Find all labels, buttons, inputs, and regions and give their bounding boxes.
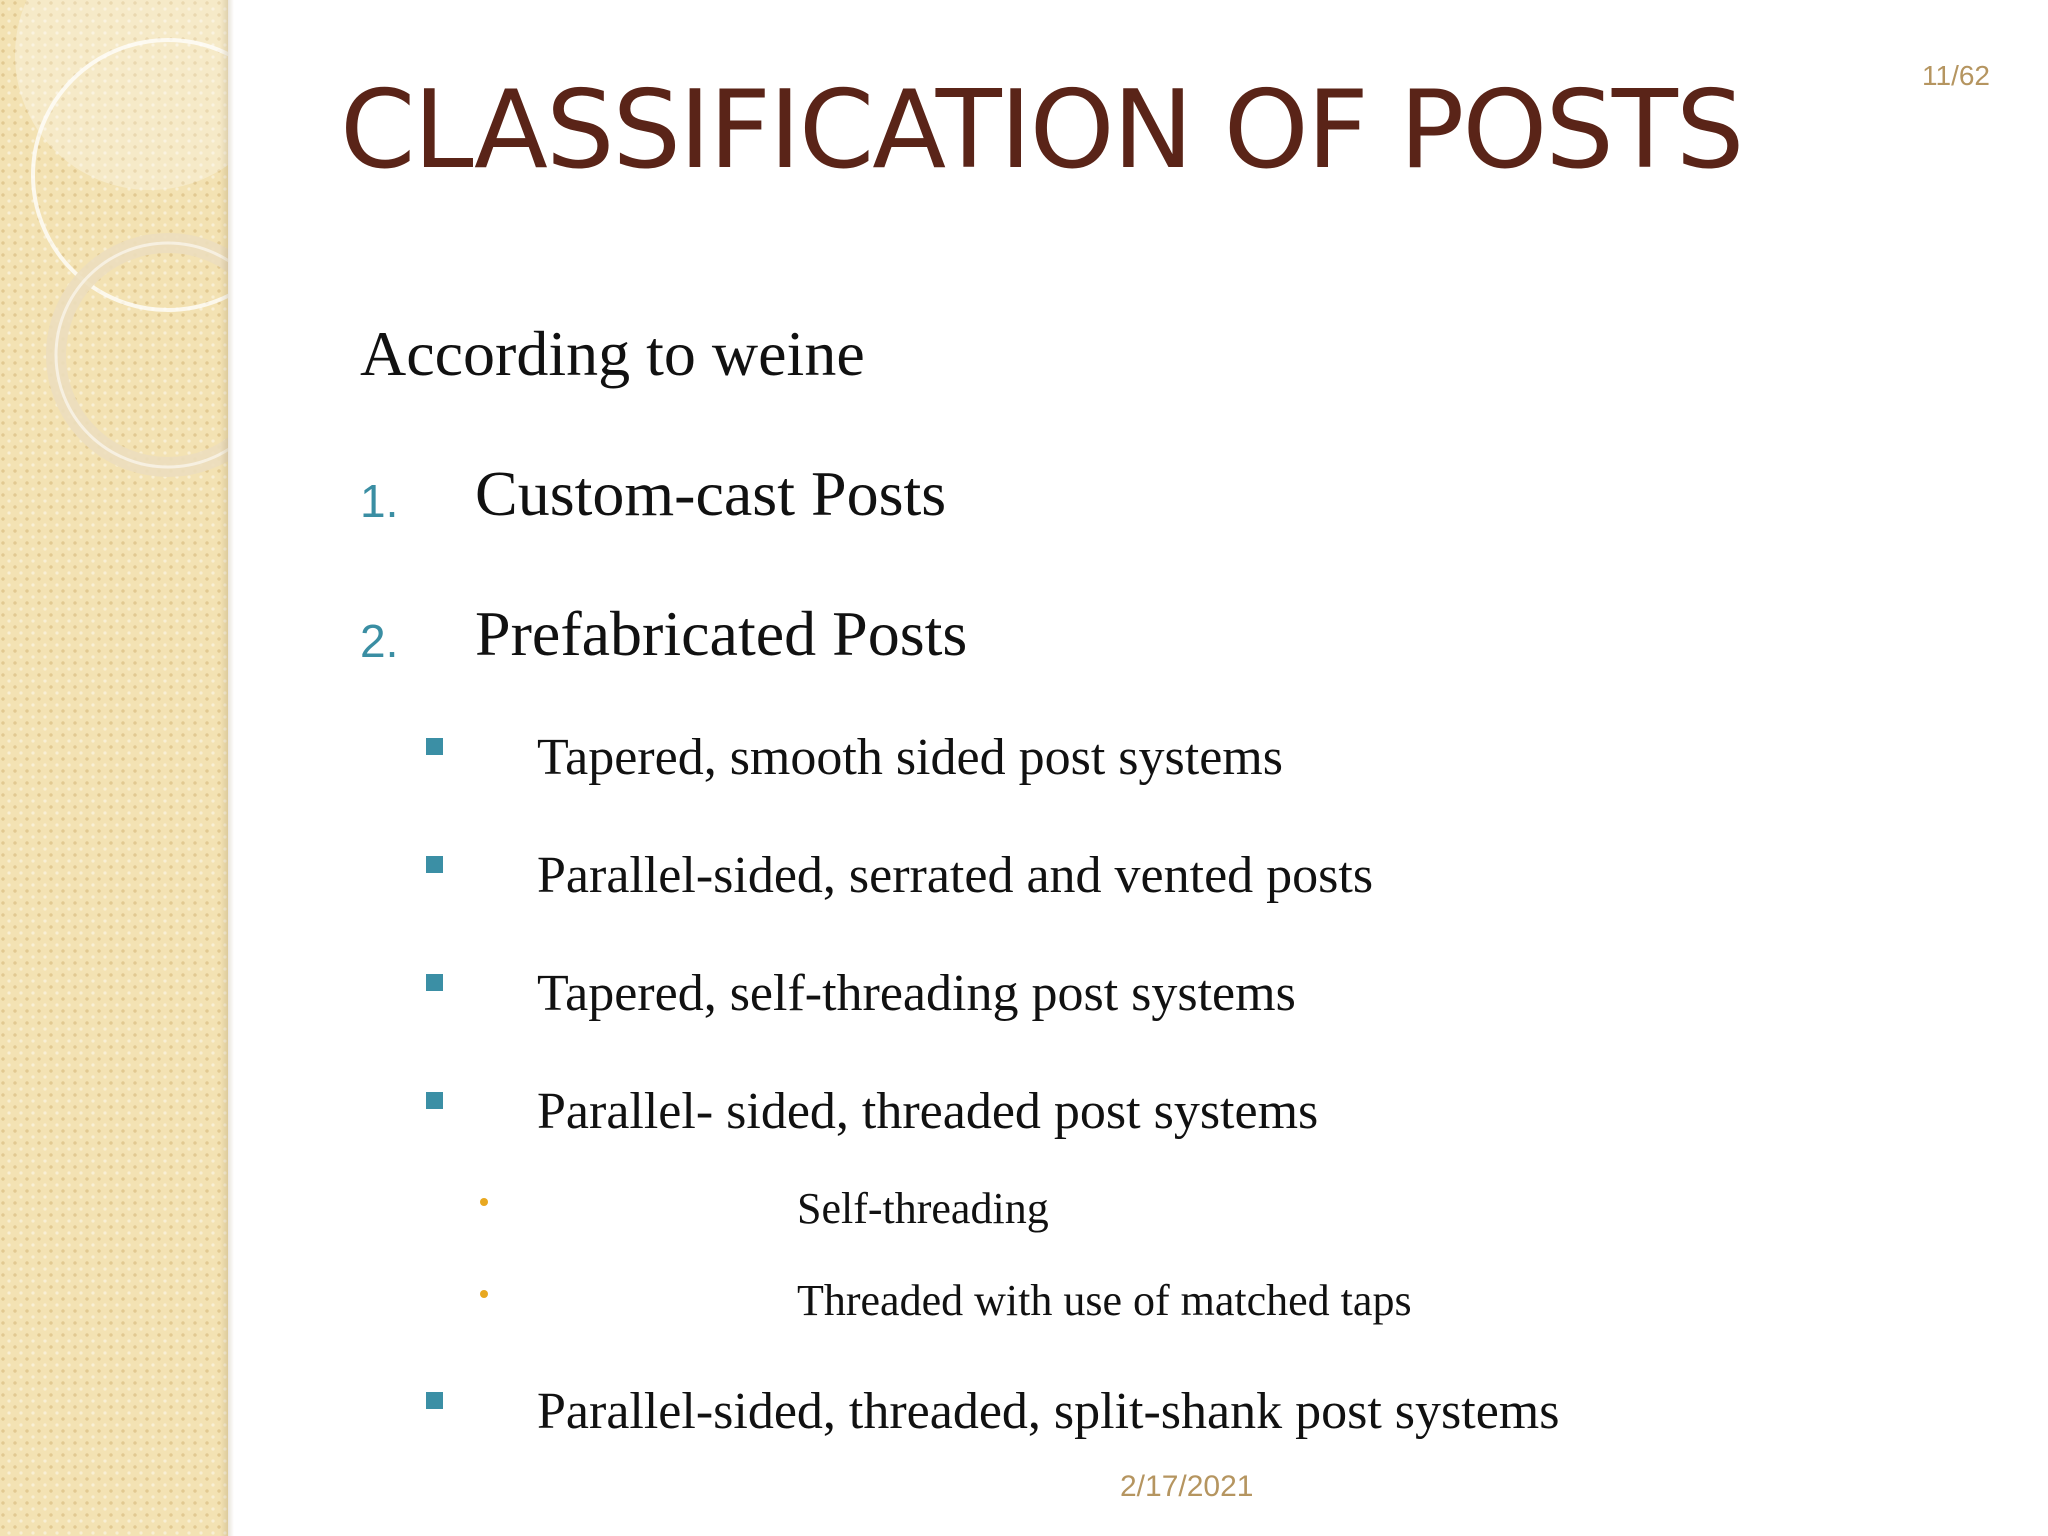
slide-date: 2/17/2021 <box>1120 1470 1254 1503</box>
square-bullet-icon <box>426 974 443 991</box>
list-item: Self-threading <box>797 1184 1049 1233</box>
square-bullet-icon <box>426 738 443 755</box>
square-bullet-icon <box>426 1392 443 1409</box>
list-item: Parallel-sided, threaded, split-shank post systems <box>537 1383 1560 1440</box>
list-item: Tapered, self-threading post systems <box>537 965 1296 1022</box>
list-number: 1. <box>360 475 399 527</box>
decorative-rings-icon <box>0 0 228 500</box>
slide-title: CLASSIFICATION OF POSTS <box>340 68 1743 193</box>
list-item: Threaded with use of matched taps <box>797 1276 1412 1325</box>
list-item: Parallel- sided, threaded post systems <box>537 1083 1319 1140</box>
list-item: Prefabricated Posts <box>475 598 968 669</box>
dot-bullet-icon <box>480 1290 488 1298</box>
intro-text: According to weine <box>360 318 865 389</box>
list-item: Parallel-sided, serrated and vented posts <box>537 847 1374 904</box>
square-bullet-icon <box>426 856 443 873</box>
side-panel-edge <box>228 0 234 1536</box>
dot-bullet-icon <box>480 1198 488 1206</box>
slide-number: 11/62 <box>1922 60 1990 91</box>
square-bullet-icon <box>426 1092 443 1109</box>
list-item: Tapered, smooth sided post systems <box>537 729 1283 786</box>
list-item: Custom-cast Posts <box>475 458 947 529</box>
list-number: 2. <box>360 615 399 667</box>
decorative-side-panel <box>0 0 228 1536</box>
